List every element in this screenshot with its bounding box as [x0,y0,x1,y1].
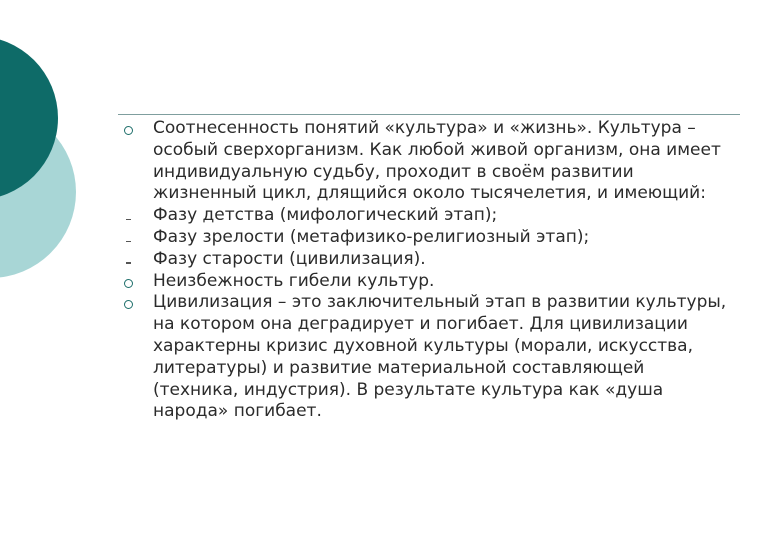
bullet-list [124,118,734,423]
list-item-text: Неизбежность гибели культур. [153,270,435,291]
list-item-text: Цивилизация – это заключительный этап в развитии культуры, на котором она деградирует и погибает. Для цивилизации характерны кризис духовной культуры (морали, искусства, литературы) и развитие материальной составляющей (техника, индустрия). В результате культура как «душа народа» погибает. [153,292,727,422]
circle-bullet-icon [124,271,140,295]
circle-bullet-icon [124,292,140,316]
list-item-text: Фазу старости (цивилизация). [153,248,426,269]
title-divider [118,114,740,115]
list-item [124,205,734,227]
decorative-circles [0,0,110,300]
list-item-text: Фазу зрелости (метафизико-религиозный этап); [153,226,590,247]
list-item-text: Соотнесенность понятий «культура» и «жизнь». Культура – особый сверхорганизм. Как любой живой организм, она имеет индивидуальную судьбу, проходит в своём развитии жизненный цикл, длящийся около тысячелетия, и имеющий: [153,118,721,204]
list-item [124,227,734,249]
list-item [124,271,734,293]
dash-bullet-icon [124,227,140,249]
dash-bullet-icon [124,249,140,271]
list-item [124,249,734,271]
list-item-text: Фазу детства (мифологический этап); [153,205,498,226]
list-item [124,292,734,423]
dash-bullet-icon [124,205,140,227]
list-item [124,118,734,205]
circle-bullet-icon [124,118,140,142]
